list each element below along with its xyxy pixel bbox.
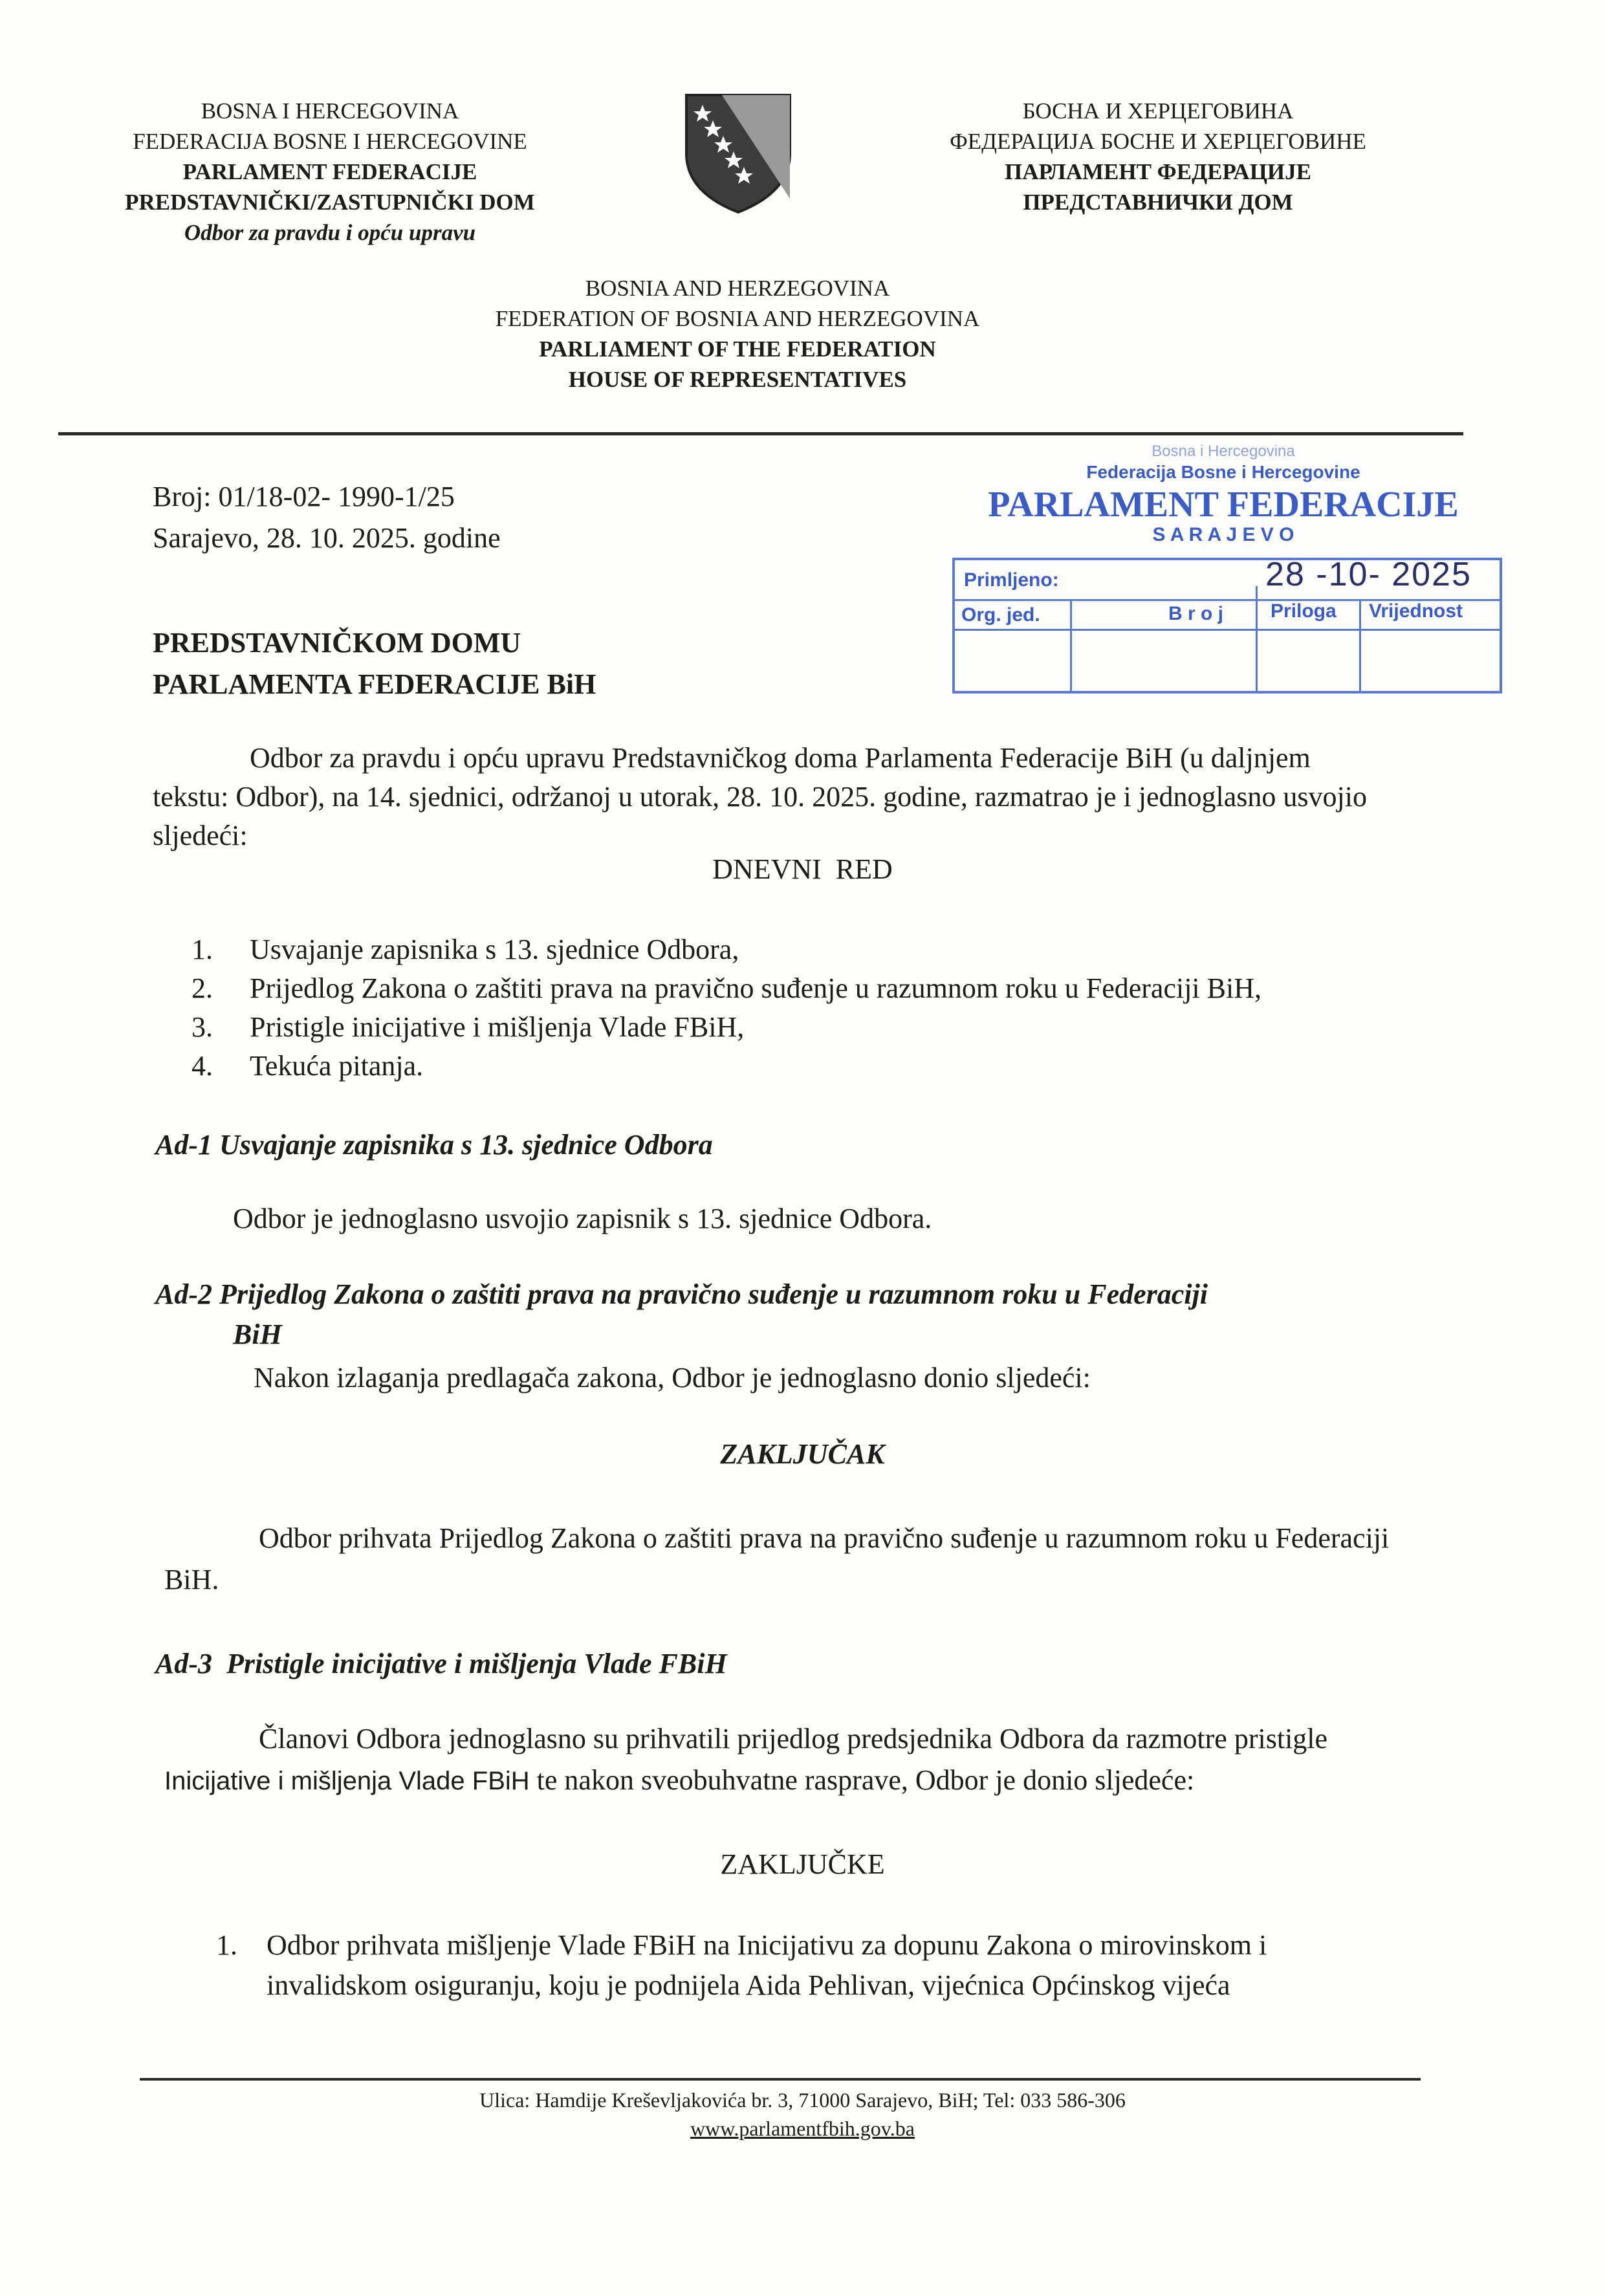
recipient [153, 622, 596, 705]
header-center-line: PARLIAMENT OF THE FEDERATION [539, 336, 936, 362]
header-left-line: FEDERACIJA BOSNE I HERCEGOVINE [133, 129, 527, 154]
stamp-line: S A R A J E V O [1152, 524, 1294, 545]
agenda-title: DNEVNI RED [712, 853, 893, 885]
header-right-line: ПРЕДСТАВНИЧКИ ДОМ [1023, 190, 1293, 215]
stamp-received-date: 28 -10- 2025 [1265, 556, 1472, 593]
header-left-line: PARLAMENT FEDERACIJE [182, 159, 477, 184]
footer-website[interactable]: www.parlamentfbih.gov.ba [690, 2117, 915, 2140]
ad2-conclusion-title: ZAKLJUČAK [720, 1438, 885, 1470]
stamp-box [952, 558, 1502, 694]
header-center [414, 273, 1061, 395]
ad3-text: Članovi Odbora jednoglasno su prihvatili prijedlog predsjednika Odbora da razmotre pristigle Inicijative i mišljenja Vlade FBiH te nakon sveobuhvatne rasprave, Odbor je donio sljedeće: [164, 1723, 1328, 1796]
document-number: Broj: 01/18-02- 1990-1/25 [153, 481, 455, 512]
registry-stamp [944, 440, 1502, 705]
footer-divider [140, 2078, 1421, 2081]
ad3-item-text: Odbor prihvata mišljenje Vlade FBiH na Inicijativu za dopunu Zakona o mirovinskom i invalidskom osiguranju, koju je podnijela Aida Pehlivan, vijećnica Općinskog vijeća [267, 1929, 1267, 2001]
coat-of-arms-icon [683, 92, 793, 215]
ad3-conclusions-title: ZAKLJUČKE [720, 1848, 885, 1880]
recipient-line: PREDSTAVNIČKOM DOMU [153, 627, 521, 659]
document-meta [153, 476, 501, 559]
ad1-title: Ad-1 Usvajanje zapisnika s 13. sjednice Odbora [155, 1129, 713, 1161]
stamp-received-label: Primljeno: [964, 569, 1059, 591]
header-center-line: HOUSE OF REPRESENTATIVES [568, 367, 907, 392]
footer-address: Ulica: Hamdije Kreševljakovića br. 3, 71000 Sarajevo, BiH; Tel: 033 586-306 [479, 2088, 1126, 2112]
stamp-line: Federacija Bosne i Hercegovine [1086, 462, 1360, 482]
ad3-item-1 [216, 1925, 1406, 2006]
document-place-date: Sarajevo, 28. 10. 2025. godine [153, 522, 501, 554]
header-center-line: FEDERATION OF BOSNIA AND HERZEGOVINA [495, 306, 980, 331]
ad3-title: Ad-3 Pristigle inicijative i mišljenja Vlade FBiH [155, 1648, 727, 1679]
ad2-title [155, 1274, 1208, 1355]
intro-paragraph: Odbor za pravdu i opću upravu Predstavničkog doma Parlamenta Federacije BiH (u daljnjem tekstu: Odbor), na 14. sjednici, održanoj u utorak, 28. 10. 2025. godine, razmatrao je i jednoglasno usvojio sljedeći: [153, 742, 1367, 851]
agenda-item: 4. Tekuća pitanja. [191, 1050, 424, 1082]
ad2-title-line: BiH [233, 1318, 282, 1350]
header-left-line: BOSNA I HERCEGOVINA [201, 98, 459, 124]
agenda-item: 3. Pristigle inicijative i mišljenja Vlade FBiH, [191, 1011, 745, 1043]
stamp-title: PARLAMENT FEDERACIJE [988, 485, 1459, 525]
ad3-emphasis: Inicijative i mišljenja Vlade FBiH [164, 1767, 530, 1795]
stamp-line: Bosna i Hercegovina [1152, 443, 1295, 460]
header-right [893, 96, 1423, 217]
header-left [84, 96, 576, 248]
header-right-line: ФЕДЕРАЦИЈА БОСНЕ И ХЕРЦЕГОВИНЕ [950, 129, 1366, 154]
header-right-line: БОСНА И ХЕРЦЕГОВИНА [1022, 98, 1294, 124]
stamp-col-attachments: Priloga [1271, 600, 1337, 622]
stamp-col-org: Org. jed. [961, 604, 1040, 626]
agenda-item: 2. Prijedlog Zakona o zaštiti prava na pravično suđenje u razumnom roku u Federaciji BiH, [191, 972, 1261, 1004]
stamp-col-value: Vrijednost [1369, 600, 1463, 622]
footer [0, 2086, 1605, 2143]
ad3-item-num: 1. [216, 1929, 237, 1961]
agenda-list [191, 930, 1421, 1086]
ad1-text: Odbor je jednoglasno usvojio zapisnik s 13. sjednice Odbora. [233, 1203, 932, 1234]
agenda-item: 1. Usvajanje zapisnika s 13. sjednice Odbora, [191, 934, 739, 965]
recipient-line: PARLAMENTA FEDERACIJE BiH [153, 668, 596, 700]
ad2-conclusion: Odbor prihvata Prijedlog Zakona o zaštiti prava na pravično suđenje u razumnom roku u Federaciji BiH. [164, 1522, 1390, 1595]
header-center-line: BOSNIA AND HERZEGOVINA [585, 276, 890, 301]
header-left-line: PREDSTAVNIČKI/ZASTUPNIČKI DOM [125, 190, 535, 215]
header-divider [58, 432, 1463, 435]
ad2-text: Nakon izlaganja predlagača zakona, Odbor je jednoglasno donio sljedeći: [254, 1362, 1091, 1394]
committee-name: Odbor za pravdu i opću upravu [184, 220, 476, 245]
stamp-col-number: B r o j [1168, 603, 1224, 624]
header-right-line: ПАРЛАМЕНТ ФЕДЕРАЦИЈЕ [1005, 159, 1311, 184]
ad2-title-line: Ad-2 Prijedlog Zakona o zaštiti prava na pravično suđenje u razumnom roku u Federaciji [155, 1278, 1208, 1310]
